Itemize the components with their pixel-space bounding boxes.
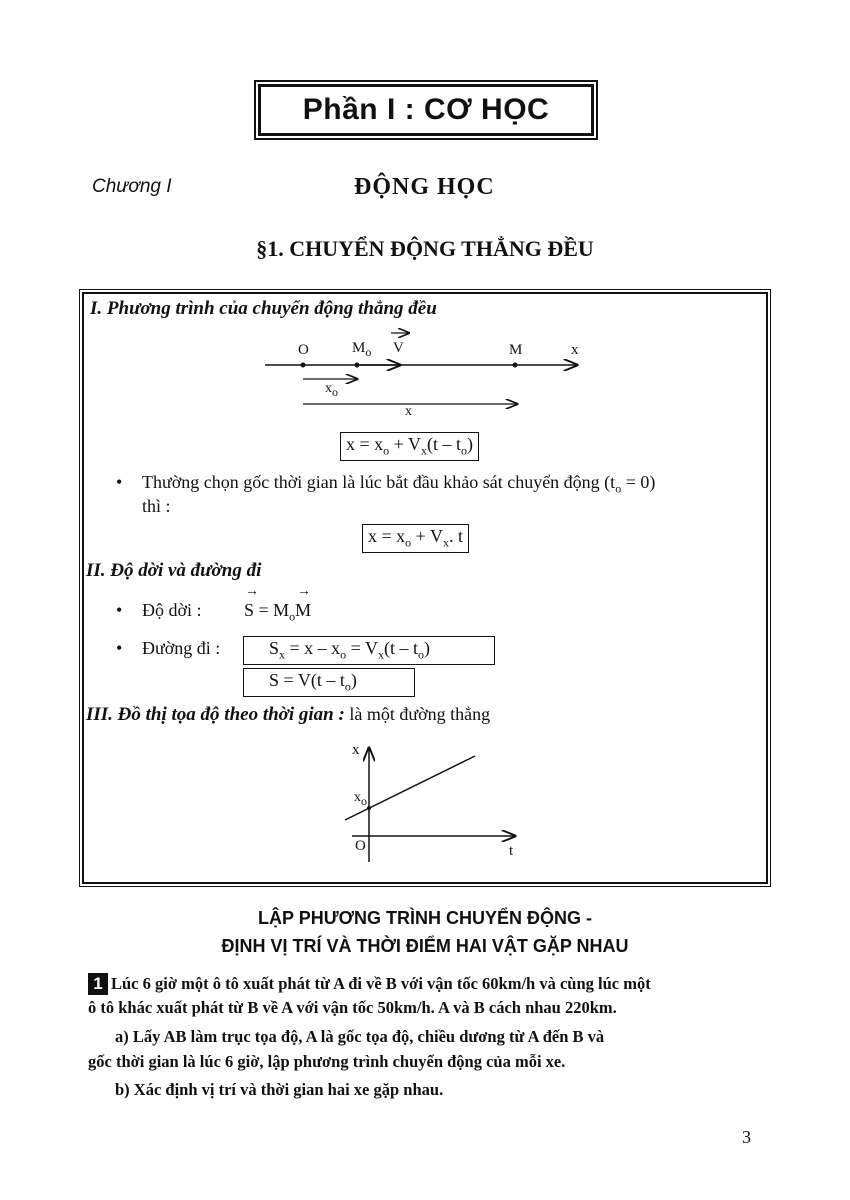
graph-label-t: t (509, 843, 514, 859)
vector-arrow-icon: → (245, 584, 259, 599)
origin-dot (301, 363, 306, 368)
m0-dot (355, 363, 360, 368)
label-m: M (509, 342, 523, 358)
page-number: 3 (742, 1127, 751, 1147)
section-title: §1. CHUYỂN ĐỘNG THẲNG ĐỀU (256, 236, 594, 261)
bullet-time-origin-cont: thì : (142, 496, 171, 516)
bullet-dot: • (116, 472, 123, 492)
label-velocity: V (393, 340, 404, 356)
displacement-equation: $S = M_oM$ (244, 600, 312, 624)
exercise-part-a-line1: a) Lấy AB làm trục tọa độ, A là gốc tọa độ, chiều dương từ A đến B và (115, 1027, 605, 1046)
chapter-title: ĐỘNG HỌC (354, 174, 495, 200)
label-origin: O (298, 342, 309, 358)
displacement-label: Độ dời : (142, 600, 202, 620)
graph-label-y: x (352, 742, 360, 758)
exercise-header-line1: LẬP PHƯƠNG TRÌNH CHUYỂN ĐỘNG - (258, 908, 592, 928)
bullet-dot: • (116, 638, 123, 658)
bullet-time-origin: Thường chọn gốc thời gian là lúc bắt đầu khảo sát chuyển động $(t_o = 0)$ (142, 472, 656, 496)
distance-equation-1: $S_x = x - x_o = V_x(t - t_o)$ (243, 636, 495, 665)
exercise-header-line2: ĐỊNH VỊ TRÍ VÀ THỜI ĐIỂM HAI VẬT GẶP NHAU (221, 936, 629, 956)
distance-label: Đường đi : (142, 638, 221, 658)
vector-arrow-icon: → (297, 584, 311, 599)
graph-label-origin: O (355, 838, 366, 854)
part-title: Phần I : CƠ HỌC (302, 93, 550, 126)
graph-label-x0: $x_o$ (354, 790, 367, 808)
equation-t0-zero: $x = x_o + V_x$. t (362, 524, 469, 553)
label-x: x (405, 404, 412, 419)
exercise-number-badge: 1 (88, 973, 108, 995)
exercise-line1: 1 Lúc 6 giờ một ô tô xuất phát từ A đi về B với vận tốc 60km/h và cùng lúc một (88, 973, 651, 995)
label-x0: $x_o$ (325, 381, 338, 399)
exercise-part-a-line2: gốc thời gian là lúc 6 giờ, lập phương trình chuyển động của mỗi xe. (88, 1052, 566, 1071)
heading-displacement: II. Độ dời và đường đi (86, 560, 262, 581)
graph-x0-dot (367, 806, 371, 810)
distance-equation-2: $S = V(t - t_o)$ (243, 668, 415, 697)
m-dot (513, 363, 518, 368)
graph-line (345, 756, 475, 820)
label-axis-x: x (571, 342, 579, 358)
exercise-part-b: b) Xác định vị trí và thời gian hai xe gặp nhau. (115, 1080, 444, 1099)
heading-equation: I. Phương trình của chuyển động thẳng đều (90, 298, 437, 319)
heading-graph: III. Đồ thị tọa độ theo thời gian : là một đường thẳng (86, 704, 491, 725)
exercise-line2: ô tô khác xuất phát từ B về A với vận tốc 50km/h. A và B cách nhau 220km. (88, 998, 617, 1017)
chapter-label: Chương I (92, 176, 172, 197)
bullet-dot: • (116, 600, 123, 620)
label-m0: $M_o$ (352, 340, 372, 359)
equation-general: $x = x_o + V_x(t - t_o)$ (340, 432, 479, 461)
